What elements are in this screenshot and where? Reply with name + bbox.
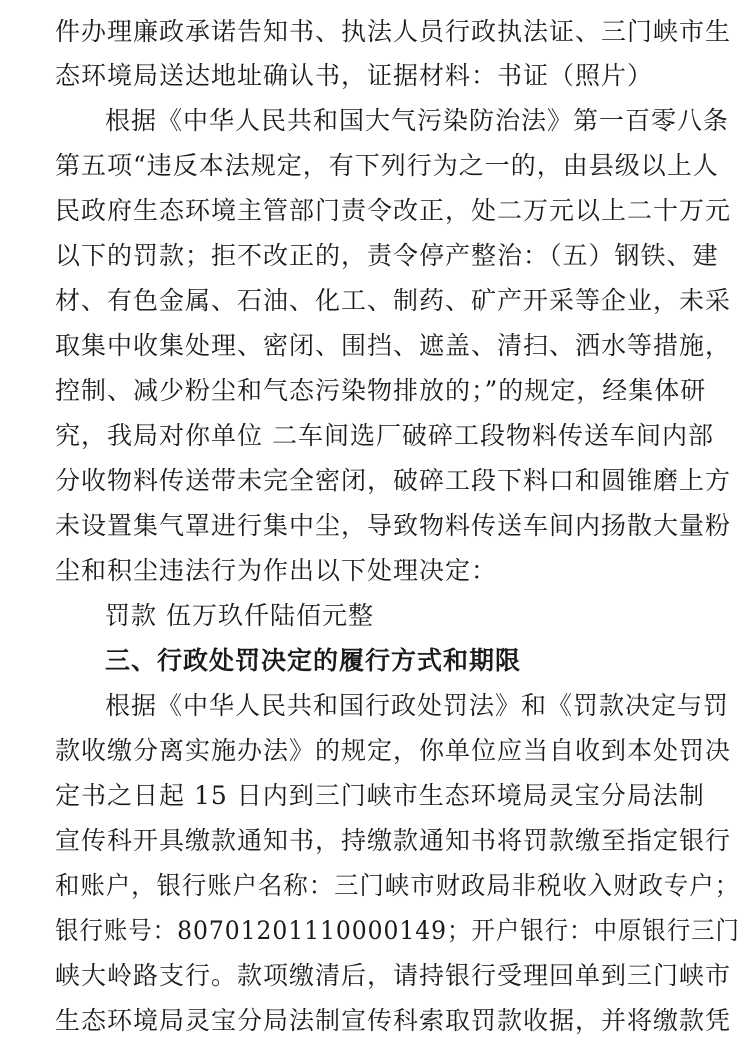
body-text-line: 未设置集气罩进行集中尘，导致物料传送车间内扬散大量粉 [55,511,732,540]
paragraph-first-line: 根据《中华人民共和国行政处罚法》和《罚款决定与罚 [105,691,730,720]
body-text-line: 和账户，银行账户名称：三门峡市财政局非税收入财政专户； [55,871,741,900]
penalty-amount-line: 罚款 伍万玖仟陆佰元整 [105,601,374,630]
body-text-line: 宣传科开具缴款通知书，持缴款通知书将罚款缴至指定银行 [55,826,732,855]
body-text-line: 峡大岭路支行。款项缴清后，请持银行受理回单到三门峡市 [55,961,732,990]
body-text-line: 究，我局对你单位 二车间选厂破碎工段物料传送车间内部 [55,421,714,450]
body-text-line: 取集中收集处理、密闭、围挡、遮盖、清扫、洒水等措施， [55,331,732,360]
body-text-line: 第五项“违反本法规定，有下列行为之一的，由县级以上人 [55,151,719,180]
body-text-line: 控制、减少粉尘和气态污染物排放的；”的规定，经集体研 [55,376,707,405]
body-text-line: 民政府生态环境主管部门责令改正，处二万元以上二十万元 [55,196,732,225]
body-text-line: 款收缴分离实施办法》的规定，你单位应当自收到本处罚决 [55,736,732,765]
body-text-line: 尘和积尘违法行为作出以下处理决定： [55,556,498,585]
body-text-line: 以下的罚款；拒不改正的，责令停产整治：（五）钢铁、建 [55,241,719,270]
body-text-line: 材、有色金属、石油、化工、制药、矿产开采等企业，未采 [55,286,732,315]
body-text-line: 分收物料传送带未完全密闭，破碎工段下料口和圆锥磨上方 [55,466,732,495]
body-text-line: 银行账号：80701201110000149；开户银行：中原银行三门 [55,916,740,945]
body-text-line: 定书之日起 15 日内到三门峡市生态环境局灵宝分局法制 [55,781,705,810]
body-text-line: 生态环境局灵宝分局法制宣传科索取罚款收据，并将缴款凭 [55,1006,732,1035]
section-heading: 三、行政处罚决定的履行方式和期限 [105,646,522,675]
body-text-line: 态环境局送达地址确认书，证据材料：书证（照片） [55,61,654,90]
paragraph-first-line: 根据《中华人民共和国大气污染防治法》第一百零八条 [105,106,730,135]
body-text-line: 件办理廉政承诺告知书、执法人员行政执法证、三门峡市生 [55,17,732,46]
